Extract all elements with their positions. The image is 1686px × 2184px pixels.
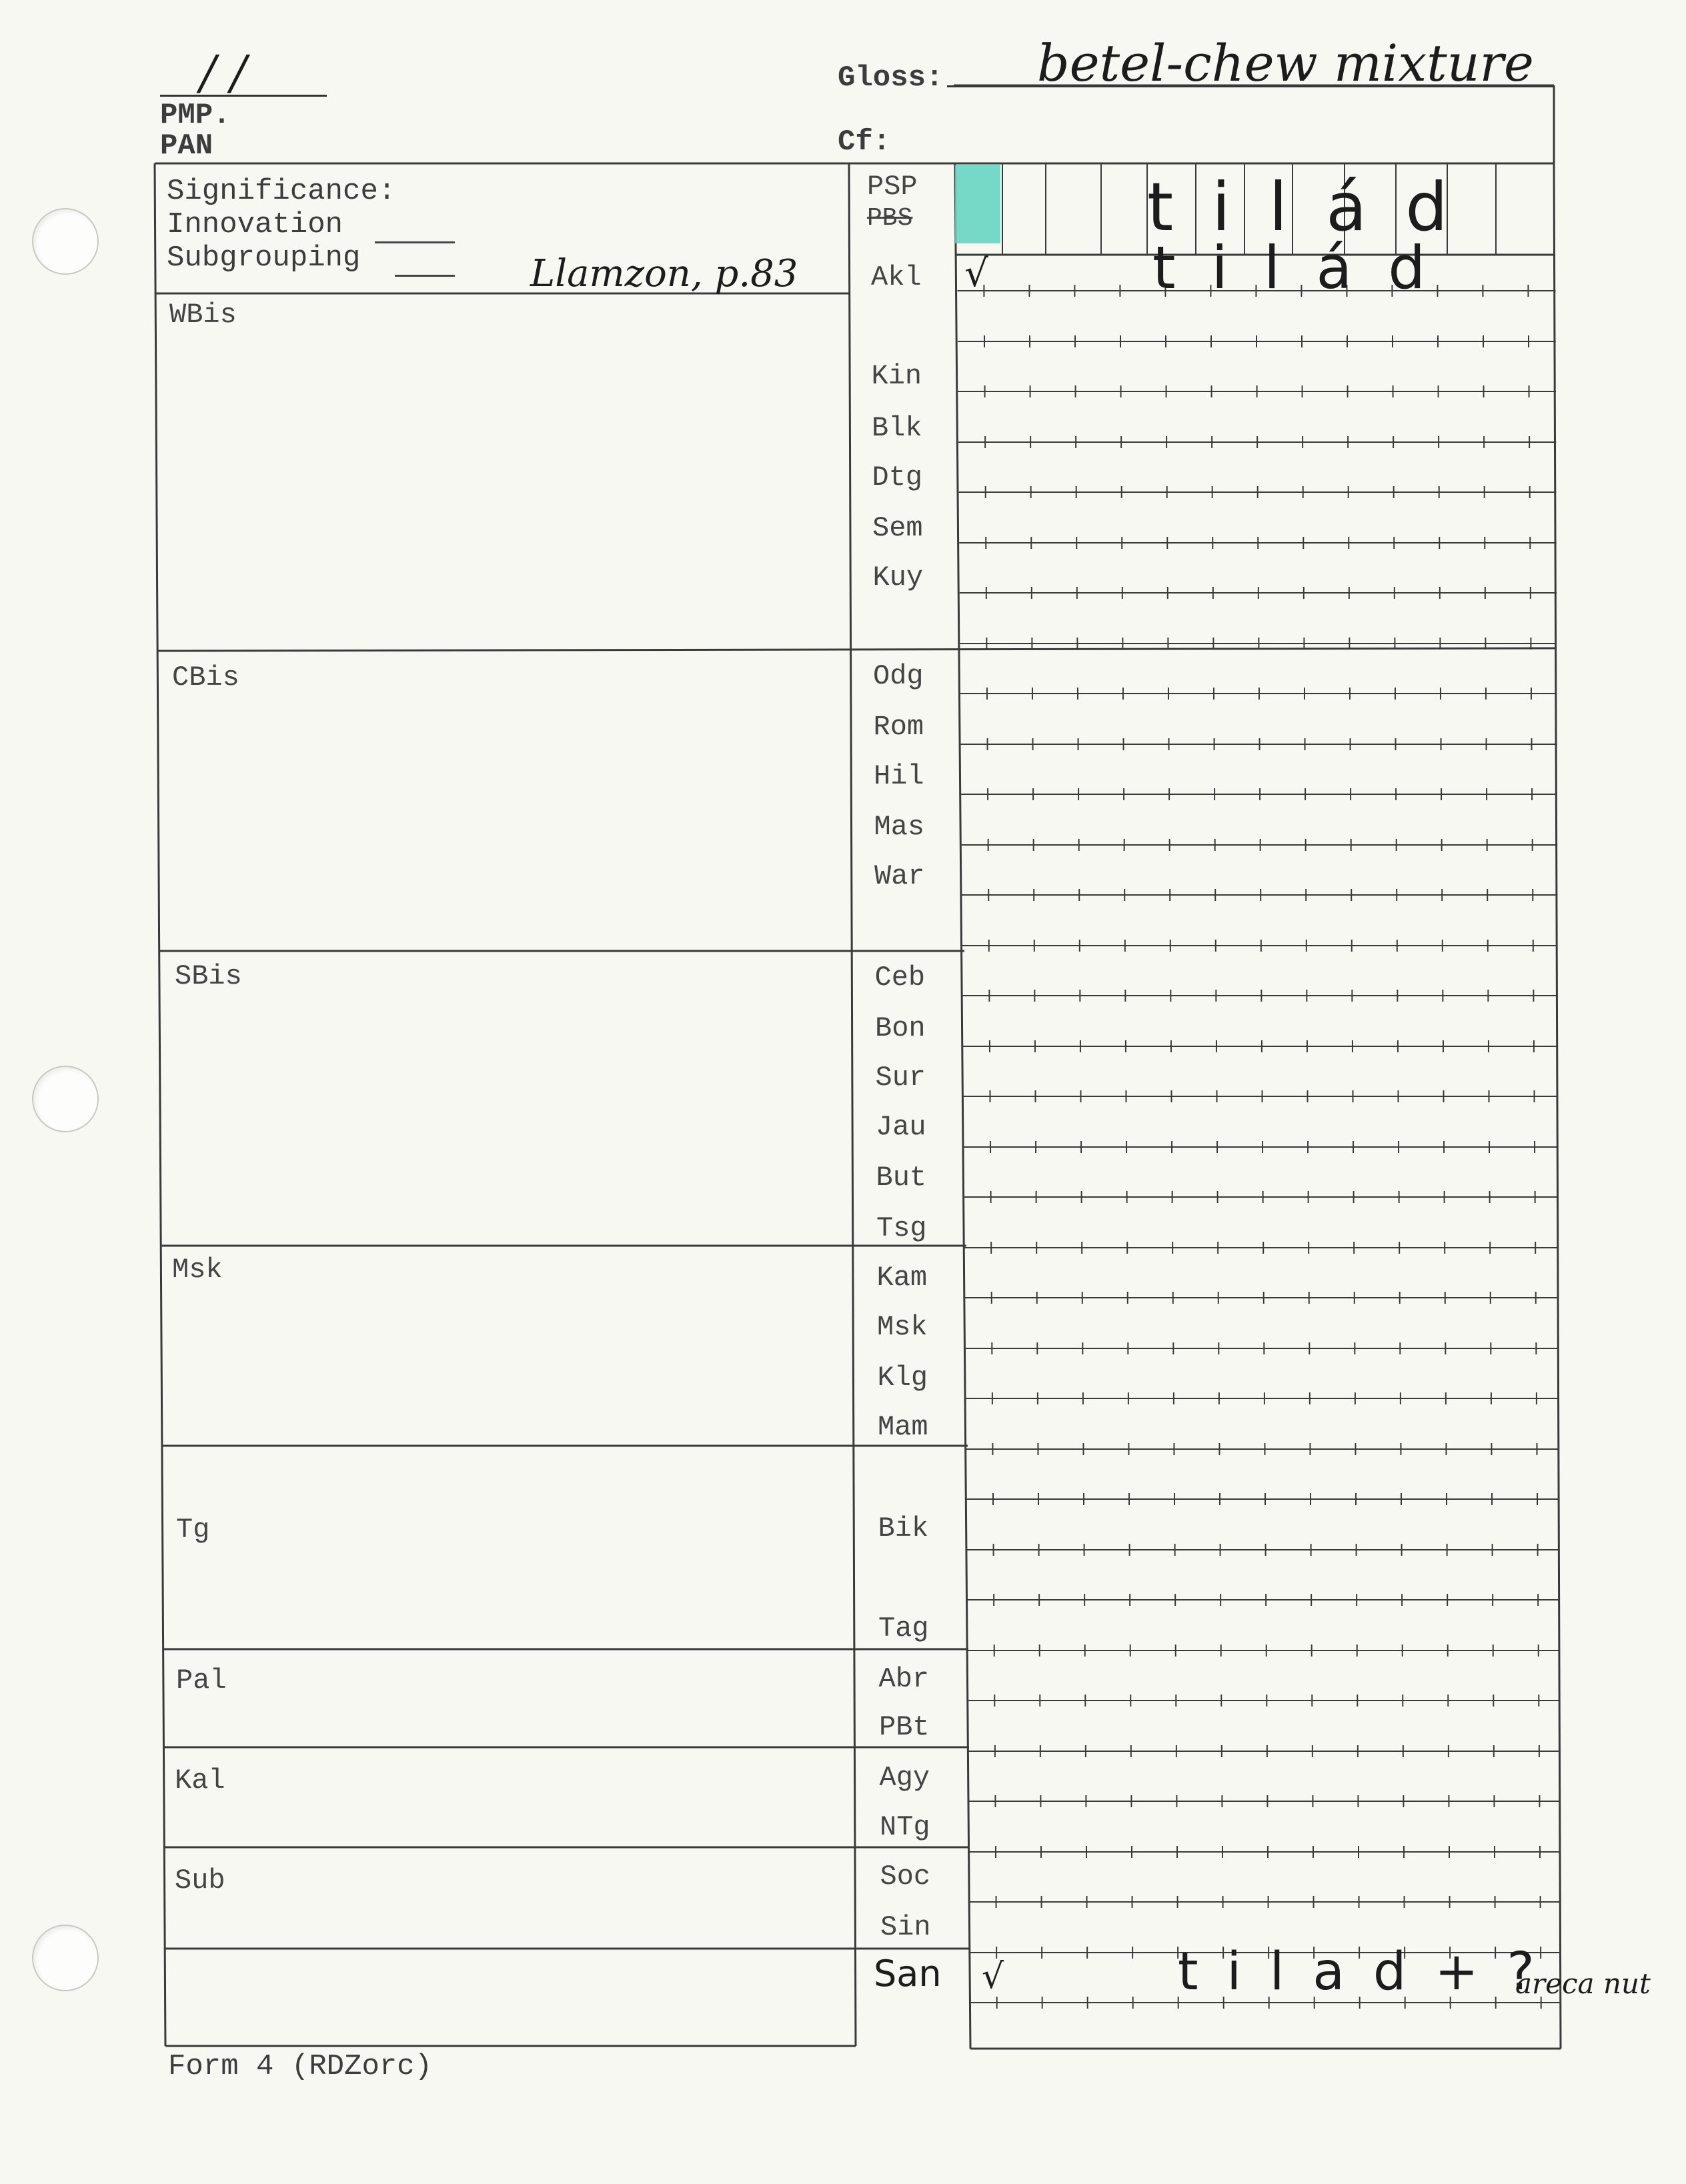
gloss-label: Gloss: (838, 61, 944, 95)
lang-code-sur: Sur (875, 1062, 926, 1094)
lang-code-ntg: NTg (880, 1811, 930, 1843)
psp-form: t i l á d (1147, 168, 1448, 246)
lang-code-tsg: Tsg (876, 1212, 927, 1244)
akl-check: √ (964, 252, 988, 295)
lang-code-odg: Odg (873, 660, 924, 692)
date-marks: / / (200, 45, 247, 100)
section-wbis: WBis (169, 299, 237, 331)
san-form: t i l a d + ? (1178, 1942, 1535, 2002)
lang-code-agy: Agy (879, 1762, 930, 1794)
lang-code-sem: Sem (872, 512, 923, 544)
lang-code-kin: Kin (871, 360, 922, 392)
section-cbis: CBis (172, 662, 239, 694)
lang-code-abr: Abr (878, 1663, 930, 1695)
code-divider (955, 163, 970, 2049)
lang-code-rom: Rom (873, 711, 924, 743)
cf-label: Cf: (838, 125, 891, 159)
subgrouping-label: Subgrouping (167, 241, 361, 275)
lang-code-dtg: Dtg (872, 461, 923, 493)
grid-right-line (1554, 163, 1561, 2049)
pan-label: PAN (160, 129, 213, 163)
subgrouping-blank (395, 275, 455, 277)
san-label: San (874, 1953, 942, 1995)
form-label: Form 4 (RDZorc) (168, 2050, 433, 2083)
lang-code-msk: Msk (877, 1311, 928, 1343)
lang-code-blk: Blk (872, 412, 922, 444)
innovation-label: Innovation (167, 208, 343, 241)
gloss-value: betel-chew mixture (1037, 33, 1534, 93)
san-note: areca nut (1515, 1967, 1651, 2000)
lang-code-bik: Bik (878, 1512, 929, 1544)
section-sub: Sub (175, 1865, 225, 1897)
lang-code-sin: Sin (880, 1911, 931, 1943)
innovation-blank (375, 241, 455, 243)
lang-code-soc: Soc (880, 1861, 931, 1893)
section-tg: Tg (176, 1514, 210, 1546)
lang-code-klg: Klg (877, 1362, 928, 1394)
lang-code-mas: Mas (874, 811, 925, 843)
wbis-bottom (157, 648, 1555, 651)
psp-overwrite-label: PBS (867, 204, 913, 233)
pmp-label: PMP. (160, 99, 231, 132)
section-msk: Msk (172, 1254, 223, 1286)
lang-code-but: But (876, 1162, 927, 1194)
lang-code-jau: Jau (876, 1111, 926, 1143)
lang-code-hil: Hil (874, 760, 924, 792)
akl-form: t i l á d (1152, 233, 1426, 302)
lang-code-pbt: PBt (879, 1711, 930, 1743)
lang-code-tag: Tag (878, 1612, 929, 1645)
section-divider (849, 163, 856, 2046)
section-kal: Kal (175, 1765, 225, 1797)
lang-code-mam: Mam (878, 1411, 928, 1443)
source-note: Llamzon, p.83 (530, 252, 798, 295)
entry-grid-rows (957, 285, 1561, 2009)
section-sbis: SBis (175, 960, 242, 992)
lang-code-kam: Kam (876, 1262, 928, 1294)
lang-code-kuy: Kuy (872, 562, 924, 594)
section-pal: Pal (176, 1665, 227, 1697)
lang-code-war: War (874, 860, 925, 892)
lang-code-ceb: Ceb (874, 962, 926, 994)
table-left-line (155, 163, 165, 2046)
psp-label: PSP (867, 171, 918, 203)
san-check: √ (982, 1957, 1004, 1997)
highlight-swatch (955, 165, 1000, 243)
significance-title: Significance: (167, 175, 396, 208)
lang-code-bon: Bon (875, 1012, 926, 1044)
lang-code-akl: Akl (871, 261, 922, 293)
